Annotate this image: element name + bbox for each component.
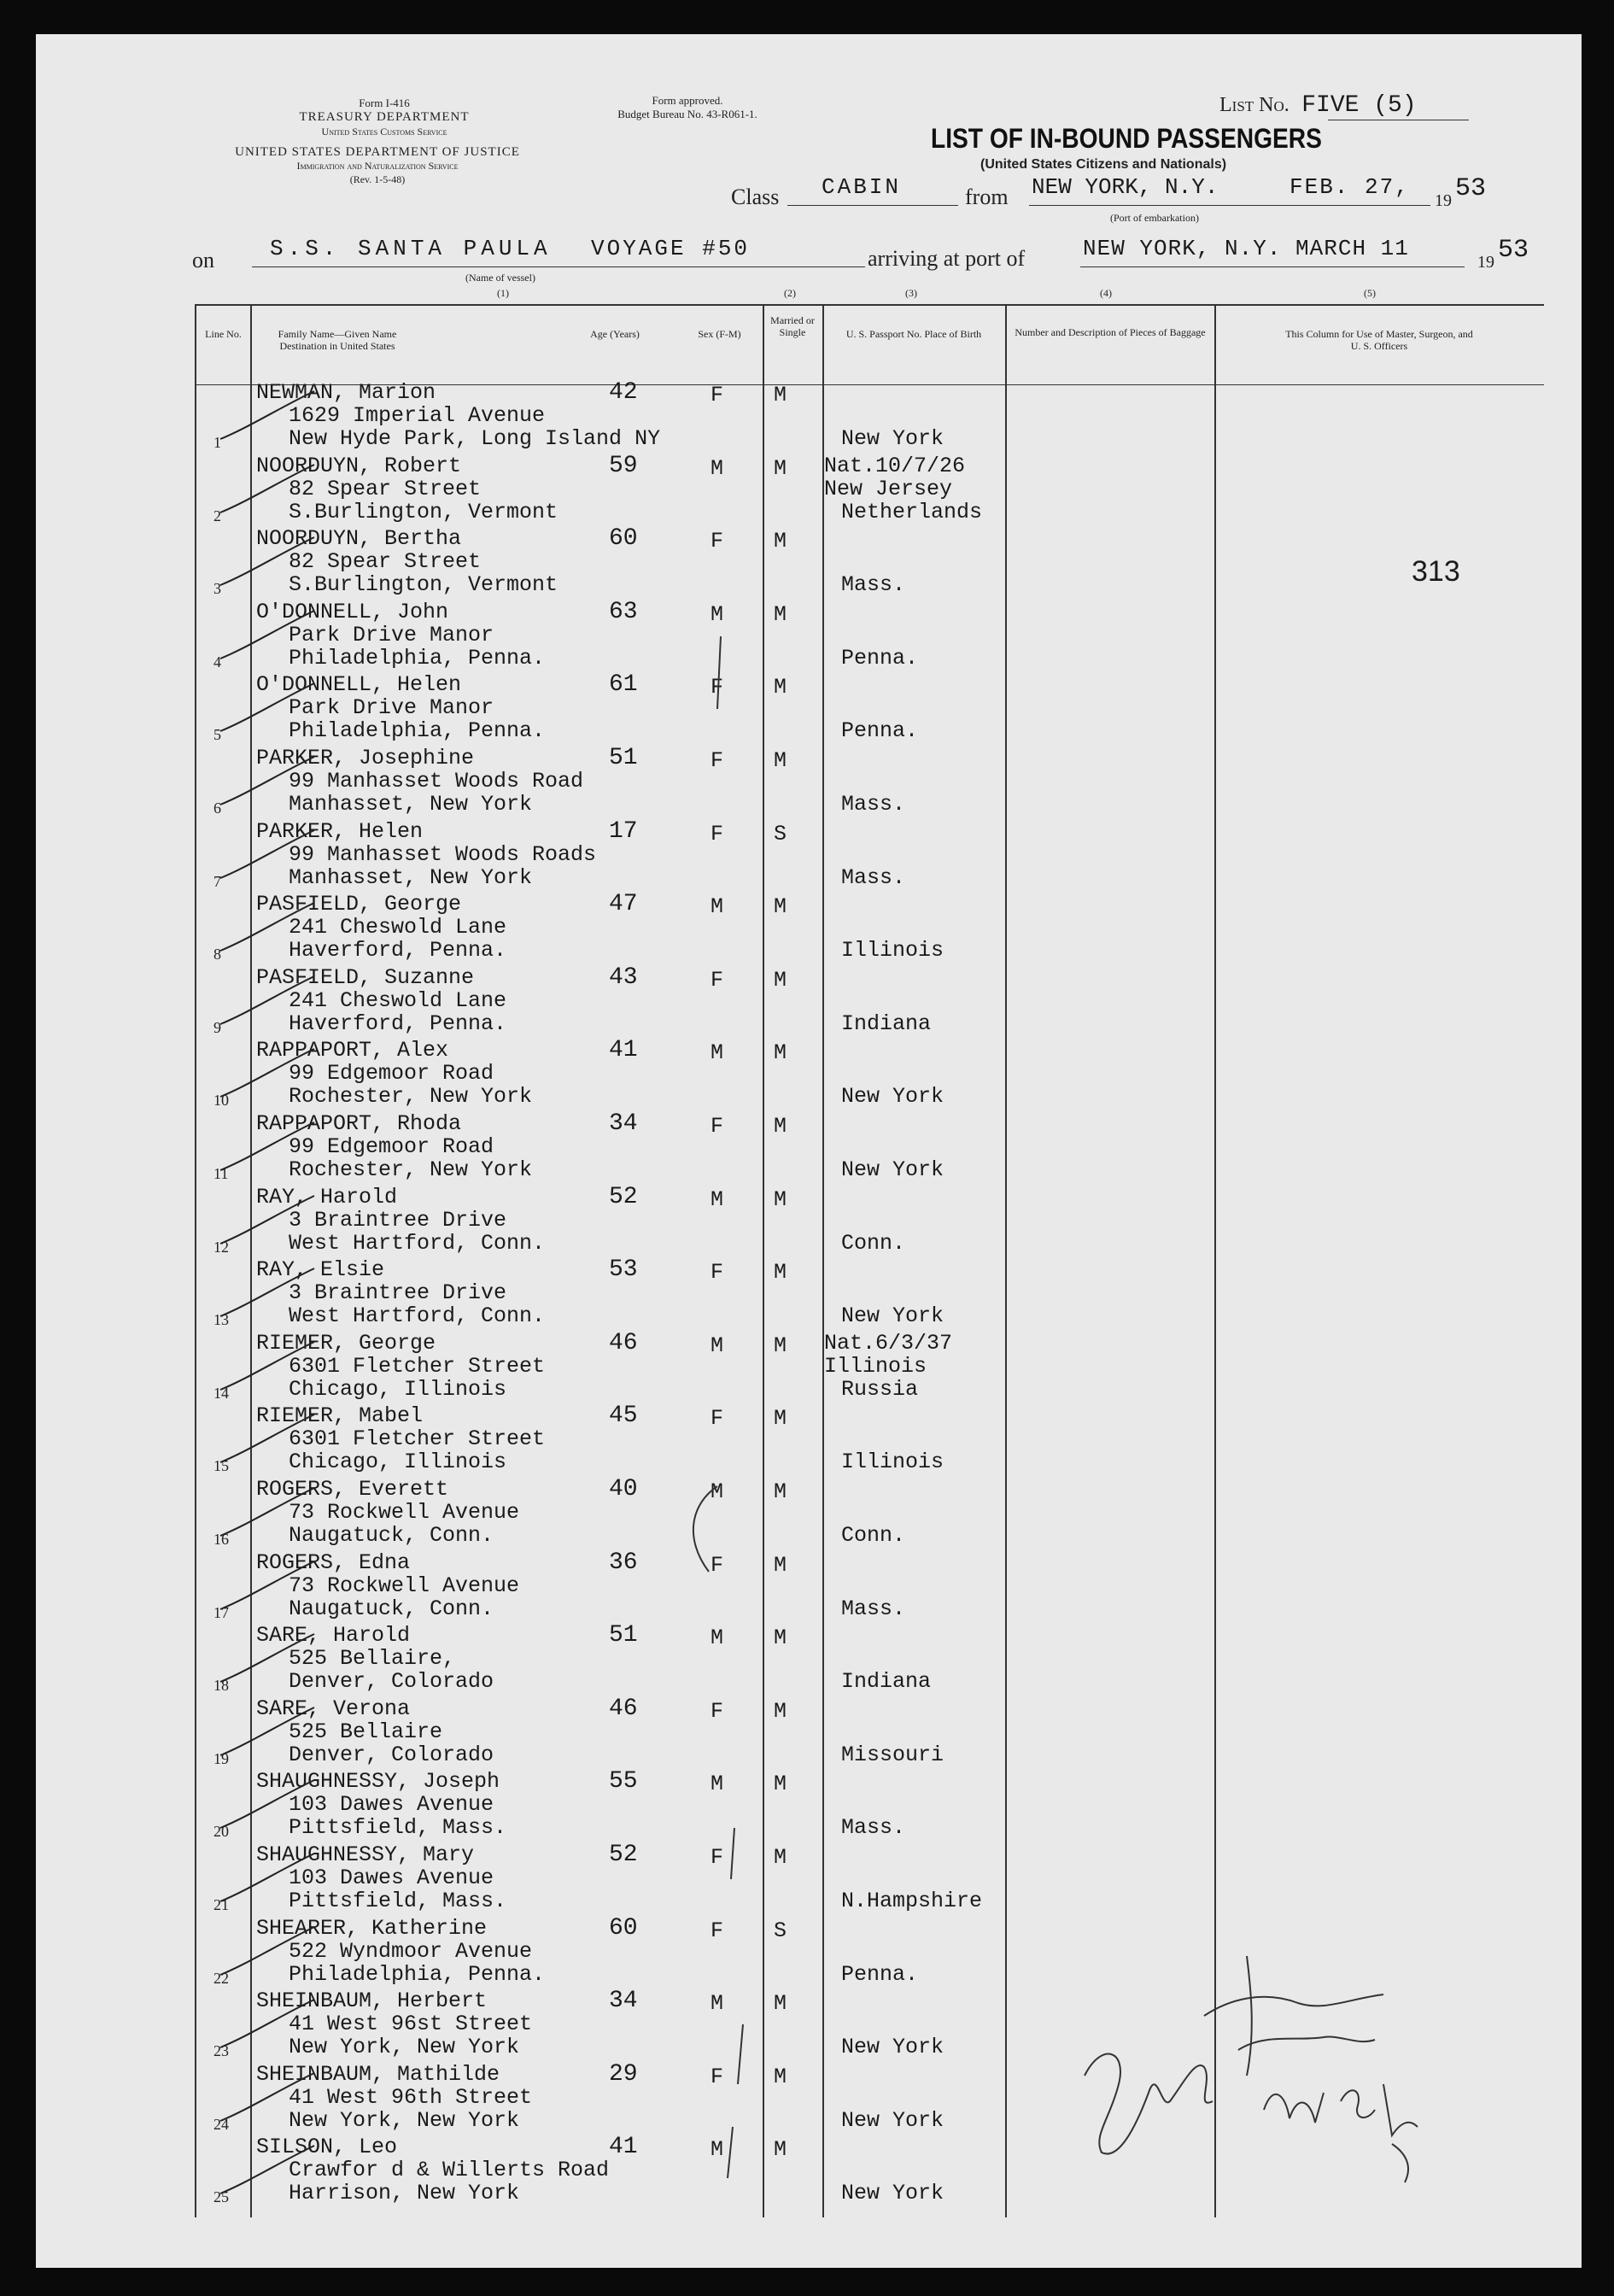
col-header-name: Family Name—Given Name Destination in United States (278, 328, 397, 352)
passenger-name: SHEINBAUM, Mathilde (256, 2061, 500, 2087)
sex-value: F (711, 1260, 724, 1286)
year-1: 53 (1455, 174, 1487, 203)
birthplace: N.Hampshire (841, 1889, 983, 1913)
address-line-1: 99 Manhasset Woods Roads (289, 841, 597, 867)
check-mark (213, 2071, 316, 2123)
col-header-sex: Sex (F-M) (698, 328, 741, 340)
passenger-name: RAY, Elsie (256, 1257, 385, 1283)
marital-status: M (774, 1332, 787, 1358)
page-title: LIST OF IN-BOUND PASSENGERS (931, 123, 1322, 154)
age-value: 53 (609, 1256, 638, 1284)
birthplace: Penna. (841, 718, 919, 744)
table-left-border (195, 304, 196, 2217)
pencil-tick (728, 2127, 733, 2178)
check-mark (213, 1560, 316, 1611)
birthplace: Penna. (841, 645, 919, 671)
check-mark (213, 1998, 316, 2049)
sex-value: M (711, 601, 724, 627)
sex-value: F (711, 748, 724, 773)
check-mark (213, 1778, 316, 1830)
age-value: 46 (609, 1329, 638, 1356)
address-line-1: 99 Edgemoor Road (289, 1061, 494, 1086)
sex-value: F (711, 1698, 724, 1724)
marital-status: S (774, 821, 787, 846)
address-line-1: 6301 Fletcher Street (289, 1426, 546, 1452)
class-value: CABIN (822, 174, 902, 200)
pencil-tick (738, 2024, 743, 2084)
address-line-2: Pittsfield, Mass. (289, 1889, 507, 1913)
address-line-1: 73 Rockwell Avenue (289, 1573, 520, 1598)
marital-status: M (774, 1040, 787, 1066)
vessel-caption: (Name of vessel) (465, 272, 535, 284)
check-mark (213, 609, 316, 660)
sex-value: F (711, 821, 724, 846)
form-justice-dept: UNITED STATES DEPARTMENT OF JUSTICE (235, 145, 520, 159)
list-no-value: FIVE (5) (1301, 92, 1417, 119)
passenger-name: RAPPAPORT, Alex (256, 1038, 449, 1063)
birthplace: Penna. (841, 1961, 919, 1987)
marital-status: M (774, 529, 787, 554)
form-approval (564, 94, 811, 121)
birthplace: New York (841, 1084, 944, 1110)
birthplace: Mass. (841, 1596, 906, 1621)
col-header-officers: This Column for Use of Master, Surgeon, and U. S. Officers (1285, 328, 1473, 352)
on-label: on (192, 248, 214, 272)
pencil-marks (700, 632, 734, 718)
age-value: 60 (609, 1914, 638, 1942)
line-number: 15 (213, 1457, 229, 1475)
passenger-name: ROGERS, Everett (256, 1477, 449, 1502)
sex-value: M (711, 1991, 724, 2017)
passenger-name: NOORDUYN, Robert (256, 453, 462, 478)
marital-status: M (774, 1186, 787, 1212)
line-number: 20 (213, 1823, 229, 1841)
sex-value: M (711, 455, 724, 481)
passport-line-1: Nat.10/7/26 (824, 453, 966, 478)
age-value: 45 (609, 1403, 638, 1430)
address-line-1: 1629 Imperial Avenue (289, 403, 546, 428)
passenger-name: RAPPAPORT, Rhoda (256, 1111, 462, 1136)
col-header-married: Married or Single (770, 314, 815, 338)
address-line-1: 41 West 96th Street (289, 2084, 533, 2110)
age-value: 34 (609, 1110, 638, 1137)
line-number: 19 (213, 1749, 229, 1767)
address-line-1: Park Drive Manor (289, 695, 494, 721)
line-number: 8 (213, 946, 221, 964)
col-header-baggage: Number and Description of Pieces of Baggage (1015, 326, 1206, 338)
sex-value: M (711, 1772, 724, 1797)
age-value: 41 (609, 1037, 638, 1064)
col-divider-baggage (1005, 304, 1007, 2217)
marital-status: M (774, 1552, 787, 1578)
sex-value: M (711, 1186, 724, 1212)
address-line-2: New Hyde Park, Long Island NY (289, 426, 661, 451)
address-line-1: 41 West 96st Street (289, 2012, 533, 2037)
form-justice (190, 145, 565, 186)
birthplace: New York (841, 2035, 944, 2060)
line-number: 1 (213, 434, 221, 451)
age-value: 34 (609, 1988, 638, 2015)
address-line-2: Denver, Colorado (289, 1742, 494, 1767)
birthplace: Mass. (841, 864, 906, 890)
arrival-underline (1080, 266, 1465, 267)
birthplace: Illinois (841, 1450, 944, 1475)
col-number-2: (2) (784, 287, 796, 299)
year-prefix-2: 19 (1477, 253, 1494, 272)
pencil-tick (731, 1828, 734, 1879)
passenger-name: PASFIELD, George (256, 892, 462, 917)
sex-value: M (711, 1332, 724, 1358)
address-line-2: West Hartford, Conn. (289, 1230, 546, 1256)
passenger-name: SARE, Harold (256, 1623, 411, 1649)
age-value: 46 (609, 1695, 638, 1722)
voyage-number: VOYAGE #50 (591, 236, 751, 261)
line-number: 18 (213, 1677, 229, 1695)
age-value: 42 (609, 379, 638, 406)
address-line-1: 525 Bellaire (289, 1719, 443, 1744)
passenger-name: SILSON, Leo (256, 2135, 398, 2160)
birthplace: Mass. (841, 792, 906, 817)
passenger-name: PARKER, Helen (256, 818, 424, 844)
birthplace: Netherlands (841, 499, 983, 524)
age-value: 61 (609, 671, 638, 699)
marital-status: M (774, 1406, 787, 1432)
form-customs: United States Customs Service (321, 126, 447, 138)
from-underline (1029, 205, 1430, 206)
sex-value: F (711, 383, 724, 407)
marital-status: M (774, 455, 787, 481)
arrival-port: NEW YORK, N.Y. MARCH 11 (1083, 236, 1409, 261)
address-line-2: Naugatuck, Conn. (289, 1523, 494, 1548)
passenger-name: O'DONNELL, Helen (256, 672, 462, 698)
marital-status: M (774, 675, 787, 700)
line-number: 12 (213, 1238, 229, 1256)
col-number-1: (1) (497, 287, 509, 299)
address-line-2: Rochester, New York (289, 1157, 533, 1182)
check-mark (213, 1340, 316, 1391)
check-mark (213, 1047, 316, 1098)
check-mark (213, 1413, 316, 1464)
birthplace: Illinois (841, 938, 944, 964)
check-mark (213, 1925, 316, 1977)
officer-signature (1067, 1939, 1443, 2195)
check-mark (213, 682, 316, 733)
marital-status: M (774, 1625, 787, 1651)
form-approved: Form approved. (652, 94, 723, 107)
pencil-tick (717, 636, 721, 709)
sex-value: M (711, 1479, 724, 1504)
line-number: 6 (213, 800, 221, 817)
birthplace: New York (841, 1157, 944, 1182)
check-mark (213, 1632, 316, 1684)
form-ins: Immigration and Naturalization Service (296, 160, 459, 172)
check-mark (213, 1852, 316, 1903)
address-line-1: 82 Spear Street (289, 549, 482, 575)
address-line-2: Philadelphia, Penna. (289, 1961, 546, 1987)
address-line-1: 522 Wyndmoor Avenue (289, 1938, 533, 1964)
marital-status: M (774, 967, 787, 993)
address-line-2: Philadelphia, Penna. (289, 718, 546, 744)
col-header-age: Age (Years) (590, 328, 640, 340)
sex-value: M (711, 1625, 724, 1651)
marital-status: M (774, 2064, 787, 2089)
age-value: 51 (609, 745, 638, 771)
line-number: 17 (213, 1603, 229, 1621)
address-line-2: S.Burlington, Vermont (289, 572, 558, 598)
address-line-1: 241 Cheswold Lane (289, 915, 507, 940)
passenger-name: SARE, Verona (256, 1696, 411, 1721)
address-line-1: 82 Spear Street (289, 476, 482, 501)
line-number: 13 (213, 1311, 229, 1329)
address-line-2: New York, New York (289, 2035, 520, 2060)
address-line-1: 3 Braintree Drive (289, 1207, 507, 1233)
line-number: 14 (213, 1384, 229, 1402)
marital-status: M (774, 1479, 787, 1504)
form-budget: Budget Bureau No. 43-R061-1. (617, 108, 757, 120)
address-line-2: Naugatuck, Conn. (289, 1596, 494, 1621)
col-number-3: (3) (905, 287, 917, 299)
check-mark (213, 463, 316, 514)
col-divider-officers (1214, 304, 1216, 2217)
col-number-4: (4) (1100, 287, 1112, 299)
form-number: Form I-416 (359, 97, 410, 109)
age-value: 59 (609, 452, 638, 479)
address-line-1: 99 Manhasset Woods Road (289, 769, 584, 794)
sex-value: F (711, 1114, 724, 1139)
check-mark (213, 901, 316, 952)
check-mark (213, 1267, 316, 1318)
line-number: 22 (213, 1969, 229, 1987)
birthplace: Indiana (841, 1669, 932, 1695)
class-underline (787, 205, 958, 206)
sex-value: F (711, 1845, 724, 1870)
line-number: 9 (213, 1018, 221, 1036)
birthplace: Mass. (841, 1815, 906, 1841)
list-no-label: List No. (1219, 94, 1289, 116)
marital-status: M (774, 1772, 787, 1797)
sex-value: M (711, 2137, 724, 2163)
address-line-2: West Hartford, Conn. (289, 1303, 546, 1329)
col-header-line: Line No. (205, 328, 242, 340)
passport-line-2: New Jersey (824, 476, 953, 501)
address-line-1: 525 Bellaire, (289, 1646, 456, 1672)
passport-line-1: Nat.6/3/37 (824, 1330, 953, 1356)
marital-status: M (774, 1845, 787, 1870)
page-subtitle: (United States Citizens and Nationals) (980, 157, 1227, 172)
list-number (1219, 92, 1417, 119)
line-number: 4 (213, 653, 221, 671)
marital-status: M (774, 2137, 787, 2163)
birthplace: Indiana (841, 1010, 932, 1036)
embark-caption: (Port of embarkation) (1110, 212, 1199, 224)
address-line-2: Haverford, Penna. (289, 1010, 507, 1036)
birthplace: New York (841, 1303, 944, 1329)
form-rev: (Rev. 1-5-48) (349, 173, 406, 185)
age-value: 60 (609, 525, 638, 553)
address-line-1: 99 Edgemoor Road (289, 1134, 494, 1159)
check-mark (213, 1194, 316, 1245)
address-line-2: Philadelphia, Penna. (289, 645, 546, 671)
form-info (188, 96, 581, 139)
age-value: 47 (609, 891, 638, 918)
line-number: 24 (213, 2115, 229, 2133)
passenger-name: NOORDUYN, Bertha (256, 526, 462, 552)
check-mark (213, 975, 316, 1026)
passenger-name: NEWMAN, Marion (256, 380, 436, 405)
passenger-name: SHEINBAUM, Herbert (256, 1988, 488, 2014)
year-2: 53 (1498, 236, 1529, 265)
line-number: 5 (213, 726, 221, 744)
sex-value: F (711, 2064, 724, 2089)
check-mark (213, 390, 316, 441)
check-mark (213, 2144, 316, 2195)
age-value: 17 (609, 817, 638, 845)
address-line-2: Harrison, New York (289, 2181, 520, 2206)
sex-value: F (711, 1918, 724, 1943)
passenger-name: PASFIELD, Suzanne (256, 964, 475, 990)
class-label: Class (731, 184, 780, 209)
marital-status: M (774, 1114, 787, 1139)
address-line-2: Pittsfield, Mass. (289, 1815, 507, 1841)
passenger-name: SHAUGHNESSY, Joseph (256, 1769, 500, 1795)
line-number: 21 (213, 1896, 229, 1913)
marital-status: M (774, 894, 787, 920)
address-line-2: S.Burlington, Vermont (289, 499, 558, 524)
age-value: 29 (609, 2060, 638, 2088)
pencil-marks (666, 1204, 769, 2229)
marital-status: M (774, 748, 787, 773)
vessel-name: S.S. SANTA PAULA (270, 236, 552, 261)
address-line-2: Chicago, Illinois (289, 1450, 507, 1475)
address-line-1: 6301 Fletcher Street (289, 1353, 546, 1379)
from-date: FEB. 27, (1289, 174, 1410, 200)
marital-status: M (774, 1991, 787, 2017)
check-mark (213, 755, 316, 806)
marital-status: M (774, 1698, 787, 1724)
address-line-1: 103 Dawes Avenue (289, 1866, 494, 1890)
address-line-2: Chicago, Illinois (289, 1376, 507, 1402)
address-line-2: New York, New York (289, 2107, 520, 2133)
age-value: 52 (609, 1183, 638, 1210)
passenger-name: RAY, Harold (256, 1184, 398, 1210)
address-line-2: Haverford, Penna. (289, 938, 507, 964)
age-value: 43 (609, 964, 638, 991)
age-value: 51 (609, 1622, 638, 1649)
marital-status: M (774, 601, 787, 627)
birthplace: New York (841, 426, 944, 451)
sex-value: M (711, 894, 724, 920)
passenger-name: RIEMER, Mabel (256, 1403, 424, 1429)
passenger-name: PARKER, Josephine (256, 746, 475, 770)
passenger-name: SHAUGHNESSY, Mary (256, 1842, 475, 1867)
line-number: 25 (213, 2188, 229, 2206)
marital-status: M (774, 383, 787, 407)
check-mark (213, 1486, 316, 1538)
check-mark (213, 829, 316, 880)
birthplace: Conn. (841, 1230, 906, 1256)
passenger-name: O'DONNELL, John (256, 599, 449, 624)
birthplace: Missouri (841, 1742, 944, 1767)
address-line-1: 103 Dawes Avenue (289, 1792, 494, 1818)
age-value: 36 (609, 1549, 638, 1576)
officer-note: 313 (1412, 555, 1460, 588)
form-dept: TREASURY DEPARTMENT (299, 110, 470, 124)
passport-line-2: Illinois (824, 1353, 927, 1379)
year-prefix-1: 19 (1435, 191, 1452, 210)
birthplace: Russia (841, 1376, 919, 1402)
birthplace: New York (841, 2181, 944, 2206)
line-number: 10 (213, 1092, 229, 1110)
line-number: 11 (213, 1165, 229, 1182)
check-mark (213, 1706, 316, 1757)
col-number-5: (5) (1364, 287, 1376, 299)
table-top-border (195, 304, 1544, 306)
check-mark (213, 536, 316, 587)
pencil-tick (693, 1486, 717, 1572)
address-line-2: Manhasset, New York (289, 864, 533, 890)
address-line-1: Crawfor d & Willerts Road (289, 2158, 610, 2183)
sex-value: F (711, 675, 724, 700)
sex-value: F (711, 529, 724, 554)
address-line-2: Denver, Colorado (289, 1669, 494, 1695)
col-divider-passport (822, 304, 824, 2217)
age-value: 40 (609, 1476, 638, 1502)
passenger-name: ROGERS, Edna (256, 1549, 411, 1575)
line-number: 3 (213, 580, 221, 598)
address-line-1: 73 Rockwell Avenue (289, 1500, 520, 1525)
from-label: from (965, 184, 1009, 209)
line-number: 2 (213, 507, 221, 524)
line-number: 16 (213, 1531, 229, 1548)
birthplace: Conn. (841, 1523, 906, 1548)
marital-status: M (774, 1260, 787, 1286)
check-mark (213, 1121, 316, 1172)
sex-value: M (711, 1040, 724, 1066)
line-number: 7 (213, 872, 221, 890)
address-line-2: Rochester, New York (289, 1084, 533, 1110)
passenger-name: SHEARER, Katherine (256, 1915, 488, 1941)
col-header-passport: U. S. Passport No. Place of Birth (845, 328, 982, 340)
sex-value: F (711, 1406, 724, 1432)
vessel-underline (252, 266, 865, 267)
line-number: 23 (213, 2042, 229, 2060)
age-value: 52 (609, 1842, 638, 1868)
sex-value: F (711, 1552, 724, 1578)
age-value: 63 (609, 598, 638, 625)
marital-status: S (774, 1918, 787, 1943)
sex-value: F (711, 967, 724, 993)
birthplace: New York (841, 2107, 944, 2133)
from-port: NEW YORK, N.Y. (1032, 174, 1219, 200)
birthplace: Mass. (841, 572, 906, 598)
arriving-label: arriving at port of (868, 246, 1026, 271)
address-line-1: 3 Braintree Drive (289, 1280, 507, 1306)
age-value: 55 (609, 1768, 638, 1795)
passenger-name: RIEMER, George (256, 1330, 436, 1356)
address-line-1: Park Drive Manor (289, 622, 494, 647)
address-line-2: Manhasset, New York (289, 792, 533, 817)
age-value: 41 (609, 2134, 638, 2161)
address-line-1: 241 Cheswold Lane (289, 987, 507, 1013)
